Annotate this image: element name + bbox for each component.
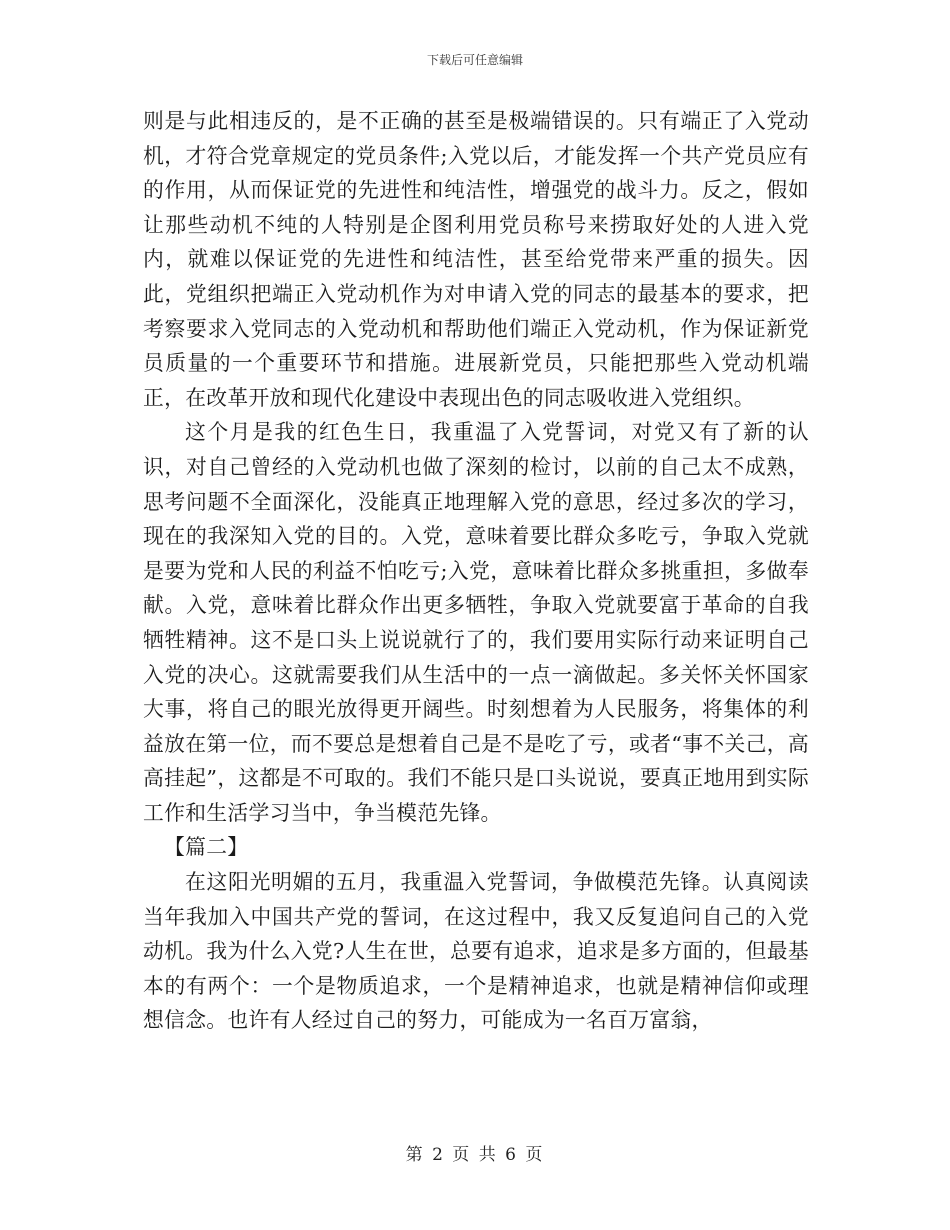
paragraph-continuation: 则是与此相违反的，是不正确的甚至是极端错误的。只有端正了入党动机，才符合党章规定的党员条件;入党以后，才能发挥一个共产党员应有的作用，从而保证党的先进性和纯洁性，增强党的战斗力。反之，假如让那些动机不纯的人特别是企图利用党员称号来捞取好处的人进入党内，就难以保证党的先进性和纯洁性，甚至给党带来严重的损失。因此，党组织把端正入党动机作为对申请入党的同志的最基本的要求，把考察要求入党同志的入党动机和帮助他们端正入党动机，作为保证新党员质量的一个重要环节和措施。进展新党员，只能把那些入党动机端正，在改革开放和现代化建设中表现出色的同志吸收进入党组织。	[143, 109, 809, 410]
paragraph-red-birthday: 这个月是我的红色生日，我重温了入党誓词，对党又有了新的认识，对自己曾经的入党动机也做了深刻的检讨，以前的自己太不成熟，思考问题不全面深化，没能真正地理解入党的意思，经过多次的学习，现在的我深知入党的目的。入党，意味着要比群众多吃亏，争取入党就是要为党和人民的利益不怕吃亏;入党，意味着比群众多挑重担，多做奉献。入党，意味着比群众作出更多牺牲，争取入党就要富于革命的自我牺牲精神。这不是口头上说说就行了的，我们要用实际行动来证明自己入党的决心。这就需要我们从生活中的一点一滴做起。多关怀关怀国家大事，将自己的眼光放得更开阔些。时刻想着为人民服务，将集体的利益放在第一位，而不要总是想着自己是不是吃了亏，或者“事不关己，高高挂起”，这都是不可取的。我们不能只是口头说说，要真正地用到实际工作和生活学习当中，争当模范先锋。	[143, 420, 809, 825]
section-heading: 【篇二】	[164, 835, 249, 860]
page-number: 第 2 页 共 6 页	[405, 1145, 545, 1165]
paragraph-may-oath: 在这阳光明媚的五月，我重温入党誓词，争做模范先锋。认真阅读当年我加入中国共产党的誓词，在这过程中，我又反复追问自己的入党动机。我为什么入党?人生在世，总要有追求，追求是多方面的，但最基本的有两个：一个是物质追求，一个是精神追求，也就是精神信仰或理想信念。也许有人经过自己的努力，可能成为一名百万富翁，	[143, 870, 809, 1033]
page-header: 下载后可任意编辑	[426, 53, 523, 67]
document-body	[143, 104, 809, 1038]
